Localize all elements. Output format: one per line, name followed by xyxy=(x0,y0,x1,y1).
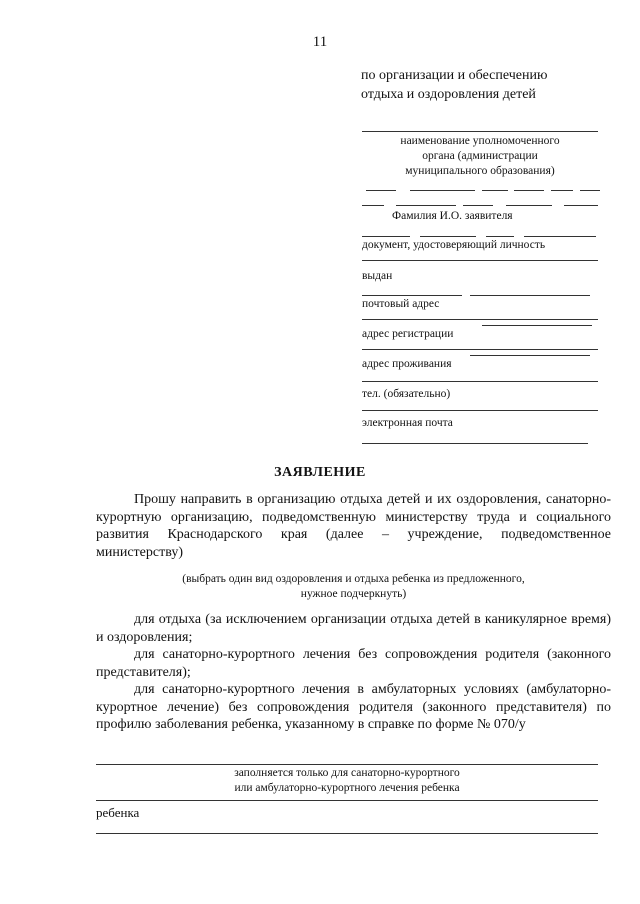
postal-address-line xyxy=(362,319,598,320)
page-number: 11 xyxy=(312,34,328,50)
residence-address-label: адрес проживания xyxy=(362,358,452,370)
issued-line-left xyxy=(362,295,462,296)
fill-note xyxy=(96,766,598,796)
applicant-caption: Фамилия И.О. заявителя xyxy=(392,210,513,222)
request-paragraph-text: Прошу направить в организацию отдыха детей и их оздоровления, санаторно-курортную организацию, подведомственную министерству труда и социального развития Краснодарского края (далее – учреждение, подведомственное министерству) xyxy=(96,492,611,560)
choice-note xyxy=(96,572,611,602)
email-label: электронная почта xyxy=(362,417,453,429)
child-line xyxy=(96,833,598,834)
fill-line-2 xyxy=(96,800,598,801)
fill-line xyxy=(96,764,598,765)
id-document-line xyxy=(362,260,598,261)
authority-line xyxy=(362,131,598,132)
registration-address-line xyxy=(362,349,598,350)
option-rest-text: для отдыха (за исключением организации отдыха детей в каникулярное время) и оздоровления; xyxy=(96,612,611,645)
authority-caption xyxy=(362,134,598,179)
child-label: ребенка xyxy=(96,805,140,820)
authority-caption-line-3: муниципального образования) xyxy=(405,165,555,177)
registration-address-label: адрес регистрации xyxy=(362,328,454,340)
header-line-2: отдыха и оздоровления детей xyxy=(361,87,536,102)
issued-line-right xyxy=(470,295,590,296)
header-line-1: по организации и обеспечению xyxy=(361,68,548,83)
id-document-label: документ, удостоверяющий личность xyxy=(362,239,546,251)
fill-note-line-2: или амбулаторно-курортного лечения ребенка xyxy=(234,782,460,794)
authority-caption-line-2: органа (администрации xyxy=(422,150,538,162)
option-outpatient-text: для санаторно-курортного лечения в амбулаторных условиях (амбулаторно-курортное лечение) без сопровождения родителя (законного представителя) по профилю заболевания ребенка, указанному в справке по форме № 070/у xyxy=(96,682,611,732)
phone-label: тел. (обязательно) xyxy=(362,388,451,400)
postal-address-label: почтовый адрес xyxy=(362,298,440,310)
option-sanatorium xyxy=(96,646,611,681)
residence-address-line xyxy=(362,381,598,382)
request-paragraph xyxy=(96,491,611,561)
phone-line xyxy=(362,410,598,411)
choice-note-line-1: (выбрать один вид оздоровления и отдыха ребенка из предложенного, xyxy=(182,573,525,585)
choice-note-line-2: нужное подчеркнуть) xyxy=(300,588,407,600)
fill-note-line-1: заполняется только для санаторно-курортного xyxy=(234,767,460,779)
email-line xyxy=(362,443,588,444)
authority-caption-line-1: наименование уполномоченного xyxy=(400,135,560,147)
option-outpatient xyxy=(96,681,611,734)
option-sanatorium-text: для санаторно-курортного лечения без сопровождения родителя (законного представителя); xyxy=(96,647,611,680)
option-rest xyxy=(96,611,611,646)
issued-label: выдан xyxy=(362,270,393,282)
registration-address-line-2 xyxy=(470,355,590,356)
document-title: ЗАЯВЛЕНИЕ xyxy=(274,465,366,480)
postal-address-line-2 xyxy=(482,325,592,326)
